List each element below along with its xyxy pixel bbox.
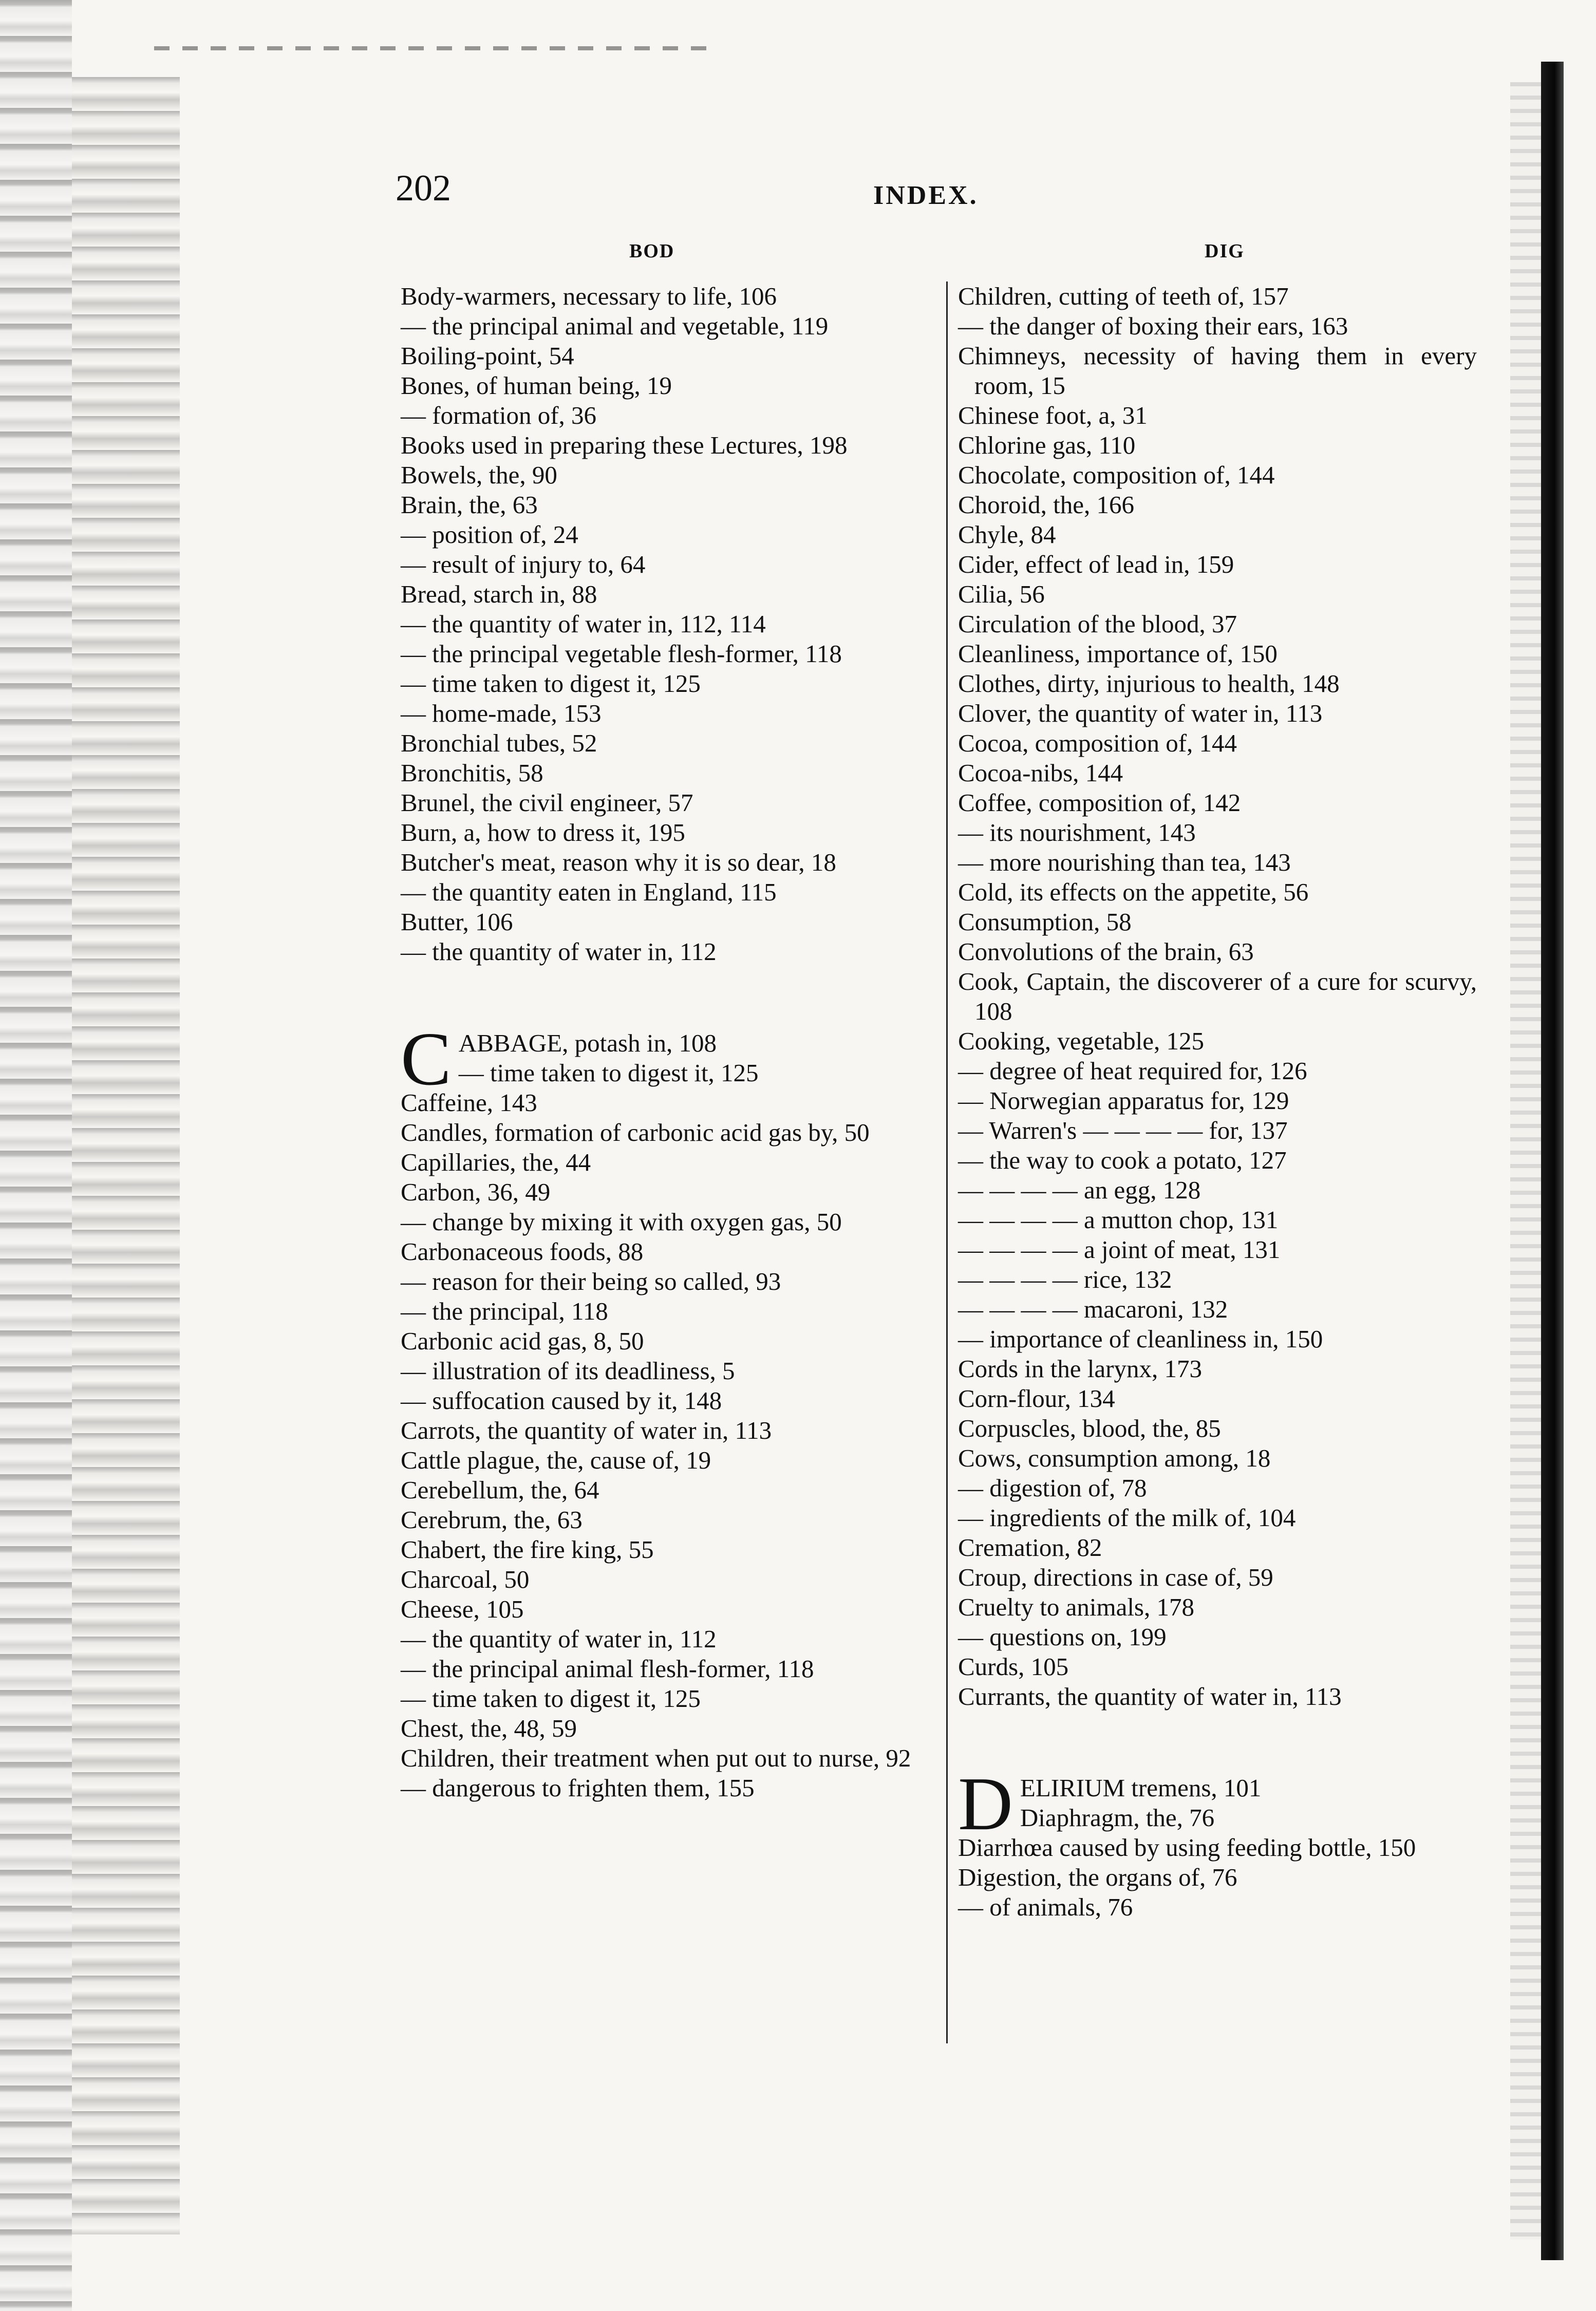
guide-word-left: BOD: [629, 240, 675, 262]
scan-edge-right-shadow: [1510, 82, 1541, 2240]
index-entry: Cerebrum, the, 63: [401, 1506, 583, 1534]
index-entry: — degree of heat required for, 126: [958, 1057, 1307, 1085]
index-entry: — — — — a mutton chop, 131: [958, 1206, 1279, 1234]
index-entry: Chinese foot, a, 31: [958, 401, 1148, 429]
index-entry: Clothes, dirty, injurious to health, 148: [958, 669, 1340, 698]
index-entry: Curds, 105: [958, 1652, 1069, 1681]
index-entry: — the principal vegetable flesh-former, 118: [401, 640, 842, 668]
scan-edge-left: [0, 0, 72, 2311]
index-entry: Digestion, the organs of, 76: [958, 1863, 1237, 1891]
section-second-entry: Diaphragm, the, 76: [1020, 1803, 1215, 1832]
index-entry: Corpuscles, blood, the, 85: [958, 1414, 1221, 1442]
section-heading-d: [958, 1762, 1477, 1846]
index-entry: — the quantity of water in, 112: [401, 1625, 717, 1653]
index-entry: — — — — a joint of meat, 131: [958, 1235, 1281, 1264]
section-first-entry: ABBAGE, potash in, 108: [458, 1029, 717, 1057]
index-entry: Cooking, vegetable, 125: [958, 1027, 1205, 1055]
scan-edge-right: [1541, 62, 1564, 2260]
index-entry: Cook, Captain, the discoverer of a cure for scurvy, 108: [958, 967, 1477, 1025]
index-entry: — the principal animal flesh-former, 118: [401, 1655, 814, 1683]
scan-binding-shadow: [72, 77, 180, 2234]
index-entry: Butter, 106: [401, 908, 513, 936]
index-entry: Carrots, the quantity of water in, 113: [401, 1416, 772, 1444]
index-entry: — time taken to digest it, 125: [401, 1684, 701, 1713]
index-entry: Bronchial tubes, 52: [401, 729, 597, 757]
index-entry: Boiling-point, 54: [401, 342, 574, 370]
index-entry: Caffeine, 143: [401, 1088, 537, 1117]
index-entry: — the principal animal and vegetable, 119: [401, 312, 829, 340]
index-entry: Body-warmers, necessary to life, 106: [401, 282, 777, 310]
index-entry: — the quantity of water in, 112: [401, 937, 717, 966]
index-entry: Bowels, the, 90: [401, 461, 557, 489]
index-entry: Cleanliness, importance of, 150: [958, 640, 1278, 668]
index-entry: Cords in the larynx, 173: [958, 1355, 1202, 1383]
index-entry: — its nourishment, 143: [958, 818, 1196, 847]
drop-cap-c: C: [401, 1017, 452, 1101]
index-section-b: [401, 281, 935, 967]
index-entry: Capillaries, the, 44: [401, 1148, 591, 1176]
scan-edge-top: [154, 46, 719, 50]
index-section-d: [958, 1762, 1477, 1922]
index-entries-c: [401, 1088, 935, 1803]
index-entry: Currants, the quantity of water in, 113: [958, 1682, 1342, 1711]
index-entry: Butcher's meat, reason why it is so dear, 18: [401, 848, 836, 876]
index-entry: Clover, the quantity of water in, 113: [958, 699, 1323, 727]
index-entry: Chest, the, 48, 59: [401, 1714, 577, 1742]
index-entry: Cocoa, composition of, 144: [958, 729, 1237, 757]
index-entry: Chyle, 84: [958, 520, 1056, 549]
index-entry: Circulation of the blood, 37: [958, 610, 1237, 638]
index-entry: — formation of, 36: [401, 401, 597, 429]
index-entry: Cheese, 105: [401, 1595, 524, 1623]
section-first-entry: ELIRIUM tremens, 101: [1020, 1774, 1262, 1802]
index-entry: — illustration of its deadliness, 5: [401, 1357, 735, 1385]
index-entry: Carbonic acid gas, 8, 50: [401, 1327, 644, 1355]
index-entry: Croup, directions in case of, 59: [958, 1563, 1273, 1591]
index-entry: — Norwegian apparatus for, 129: [958, 1086, 1289, 1115]
index-entry: — home-made, 153: [401, 699, 602, 727]
index-entry: Children, their treatment when put out to nurse, 92: [401, 1744, 911, 1772]
index-entry: — — — — rice, 132: [958, 1265, 1172, 1293]
index-entry: — dangerous to frighten them, 155: [401, 1774, 755, 1802]
index-entry: Chlorine gas, 110: [958, 431, 1136, 459]
drop-cap-d: D: [958, 1762, 1013, 1846]
index-entry: — reason for their being so called, 93: [401, 1267, 781, 1295]
index-entry: Carbonaceous foods, 88: [401, 1237, 644, 1266]
index-entry: — result of injury to, 64: [401, 550, 646, 578]
index-entry: Cider, effect of lead in, 159: [958, 550, 1234, 578]
index-entry: Cocoa-nibs, 144: [958, 759, 1123, 787]
index-entry: Bread, starch in, 88: [401, 580, 597, 608]
index-entries-d: [958, 1833, 1477, 1922]
index-column-right: [958, 281, 1477, 1922]
index-entry: Cruelty to animals, 178: [958, 1593, 1194, 1621]
index-entry: — questions on, 199: [958, 1623, 1167, 1651]
index-entry: Chabert, the fire king, 55: [401, 1535, 654, 1564]
index-entry: Cerebellum, the, 64: [401, 1476, 599, 1504]
index-entry: — the way to cook a potato, 127: [958, 1146, 1287, 1174]
index-entry: Cows, consumption among, 18: [958, 1444, 1271, 1472]
index-entry: — the quantity of water in, 112, 114: [401, 610, 766, 638]
index-entry: Convolutions of the brain, 63: [958, 937, 1254, 966]
index-section-c: [401, 1017, 935, 1803]
index-entry: Consumption, 58: [958, 908, 1132, 936]
index-entry: Children, cutting of teeth of, 157: [958, 282, 1289, 310]
index-entry: — ingredients of the milk of, 104: [958, 1504, 1296, 1532]
index-entry: Diarrhœa caused by using feeding bottle, 150: [958, 1833, 1416, 1862]
index-entry: Bronchitis, 58: [401, 759, 543, 787]
index-entry: — time taken to digest it, 125: [401, 669, 701, 698]
index-entry: Candles, formation of carbonic acid gas by, 50: [401, 1118, 870, 1147]
index-entry: Corn-flour, 134: [958, 1384, 1115, 1413]
index-entry: — suffocation caused by it, 148: [401, 1386, 722, 1415]
index-entry: — position of, 24: [401, 520, 578, 549]
index-entry: Choroid, the, 166: [958, 491, 1134, 519]
index-entry: — the danger of boxing their ears, 163: [958, 312, 1348, 340]
index-entry: — the principal, 118: [401, 1297, 608, 1325]
section-second-entry: — time taken to digest it, 125: [458, 1059, 759, 1087]
index-entry: Bones, of human being, 19: [401, 371, 672, 400]
guide-word-right: DIG: [1205, 240, 1245, 262]
index-entry: — change by mixing it with oxygen gas, 50: [401, 1208, 842, 1236]
index-entry: — digestion of, 78: [958, 1474, 1147, 1502]
index-entry: Cattle plague, the, cause of, 19: [401, 1446, 711, 1474]
index-entry: Cilia, 56: [958, 580, 1045, 608]
index-entry: — of animals, 76: [958, 1893, 1133, 1921]
index-entry: Cold, its effects on the appetite, 56: [958, 878, 1309, 906]
index-entry: Brunel, the civil engineer, 57: [401, 788, 693, 817]
index-entry: — — — — macaroni, 132: [958, 1295, 1228, 1323]
section-heading-c: [401, 1017, 935, 1101]
index-entry: Burn, a, how to dress it, 195: [401, 818, 685, 847]
index-entry: — importance of cleanliness in, 150: [958, 1325, 1323, 1353]
index-entry: Cremation, 82: [958, 1533, 1102, 1562]
index-entries-c-continued: [958, 281, 1477, 1712]
index-entry: Brain, the, 63: [401, 491, 538, 519]
column-divider: [946, 281, 948, 2043]
index-entry: Chimneys, necessity of having them in every room, 15: [958, 342, 1477, 400]
page-number: 202: [396, 167, 451, 209]
index-entry: — more nourishing than tea, 143: [958, 848, 1291, 876]
index-entry: Charcoal, 50: [401, 1565, 530, 1593]
running-title: INDEX.: [873, 181, 979, 210]
index-entry: — the quantity eaten in England, 115: [401, 878, 777, 906]
index-column-left: [401, 281, 935, 1803]
index-entry: Coffee, composition of, 142: [958, 788, 1241, 817]
index-entry: Chocolate, composition of, 144: [958, 461, 1275, 489]
index-entry: — Warren's — — — — for, 137: [958, 1116, 1288, 1144]
index-entry: — — — — an egg, 128: [958, 1176, 1201, 1204]
index-entry: Carbon, 36, 49: [401, 1178, 551, 1206]
index-entry: Books used in preparing these Lectures, 198: [401, 431, 848, 459]
